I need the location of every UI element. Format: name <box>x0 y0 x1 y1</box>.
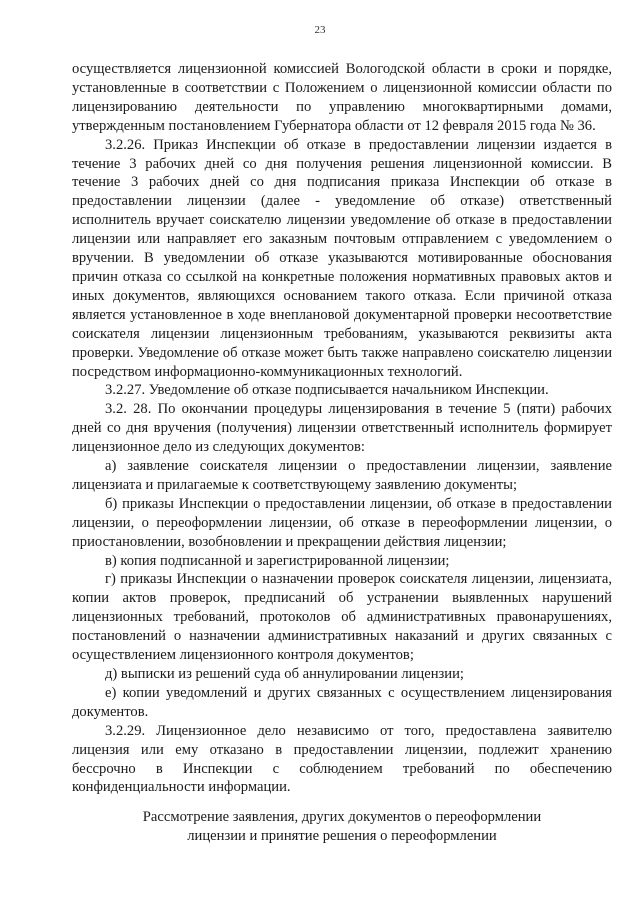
list-item-b: б) приказы Инспекции о предоставлении лицензии, об отказе в предоставлении лицензии, о переоформлении лицензии, об отказе в переоформлении лицензии, о приостановлении, возобновлении и прекращении действия лицензии; <box>72 495 612 550</box>
paragraph-3-2-26: 3.2.26. Приказ Инспекции об отказе в предоставлении лицензии издается в течение 3 рабочих дней со дня получения решения лицензионной комиссии. В течение 3 рабочих дней со дня подписания приказа Инспекции об отказе в предоставлении лицензии (далее - уведомление об отказе) ответственный исполнитель вручает соискателю лицензии уведомление об отказе в предоставлении лицензии или направляет его заказным почтовым отправлением с уведомлением о вручении. В уведомлении об отказе указываются мотивированные обоснования причин отказа со ссылкой на конкретные положения нормативных правовых актов и иных документов, являющихся основанием такого отказа. Если причиной отказа является установленное в ходе внеплановой документарной проверки несоответствие соискателя лицензии лицензионным требованиям, указываются реквизиты акта проверки. Уведомление об отказе может быть также направлено соискателю лицензии посредством информационно-коммуникационных технологий. <box>72 136 612 380</box>
page-number: 23 <box>314 24 326 36</box>
section-heading-line-1: Рассмотрение заявления, других документов о переоформлении <box>142 809 542 825</box>
paragraph-continuation: осуществляется лицензионной комиссией Вологодской области в сроки и порядке, установленные в соответствии с Положением о лицензионной комиссии области по лицензированию деятельности по управлению многоквартирными домами, утвержденным постановлением Губернатора области от 12 февраля 2015 года № 36. <box>72 61 612 134</box>
paragraph-3-2-27: 3.2.27. Уведомление об отказе подписывается начальником Инспекции. <box>105 382 549 399</box>
list-item-e: е) копии уведомлений и других связанных с осуществлением лицензирования документов. <box>72 684 612 720</box>
list-item-v: в) копия подписанной и зарегистрированной лицензии; <box>105 552 450 569</box>
list-item-g: г) приказы Инспекции о назначении проверок соискателя лицензии, лицензиата, копии актов проверок, предписаний об устранении выявленных нарушений лицензионных требований, протоколов об административных правонарушениях, постановлений о назначении административных наказаний и других связанных с осуществлением лицензионного контроля документов; <box>72 571 612 664</box>
list-item-d: д) выписки из решений суда об аннулировании лицензии; <box>105 666 464 682</box>
list-item-a: а) заявление соискателя лицензии о предоставлении лицензии, заявление лицензиата и прилагаемые к соответствующему заявлению документы; <box>72 458 612 493</box>
section-heading <box>72 808 612 846</box>
paragraph-3-2-28: 3.2. 28. По окончании процедуры лицензирования в течение 5 (пяти) рабочих дней со дня вручения (получения) лицензии ответственный исполнитель формирует лицензионное дело из следующих документов: <box>72 401 612 456</box>
document-body <box>72 60 612 797</box>
section-heading-line-2: лицензии и принятие решения о переоформлении <box>187 828 497 844</box>
paragraph-3-2-29: 3.2.29. Лицензионное дело независимо от того, предоставлена заявителю лицензия или ему отказано в предоставлении лицензии, подлежит хранению бессрочно в Инспекции с соблюдением требований по обеспечению конфиденциальности информации. <box>72 722 612 796</box>
